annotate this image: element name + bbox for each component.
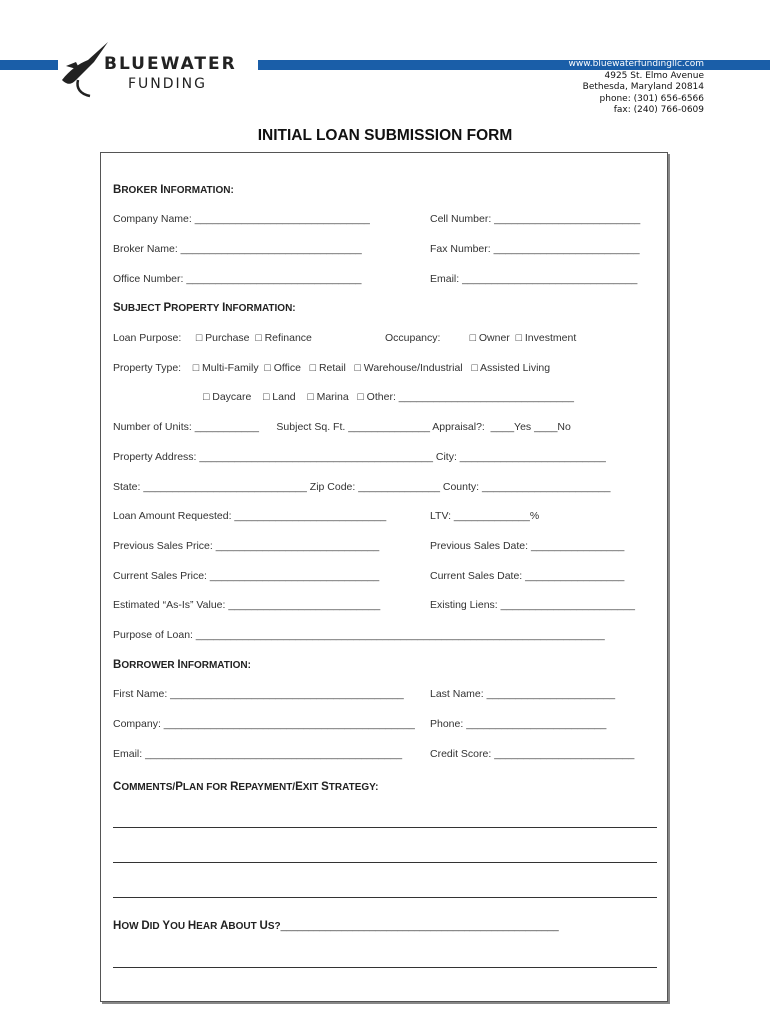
office-number-field[interactable]: Office Number: ______________________________ bbox=[113, 273, 362, 285]
header-band-left bbox=[0, 60, 58, 70]
state-zip-county-row[interactable]: State: ____________________________ Zip Code: ______________ County: ______________________ bbox=[113, 481, 611, 493]
as-is-value-field[interactable]: Estimated “As-Is” Value: __________________________ bbox=[113, 599, 381, 611]
loan-purpose-options[interactable]: Loan Purpose: □ Purchase □ Refinance bbox=[113, 332, 312, 344]
current-sales-date-field[interactable]: Current Sales Date: _________________ bbox=[430, 570, 625, 582]
credit-score-field[interactable]: Credit Score: ________________________ bbox=[430, 748, 635, 760]
cell-number-field[interactable]: Cell Number: _________________________ bbox=[430, 213, 641, 225]
broker-name-field[interactable]: Broker Name: _______________________________ bbox=[113, 243, 362, 255]
hear-about-us-heading: HOW DID YOU HEAR ABOUT US?__________________________________________________ bbox=[113, 920, 559, 932]
comments-line-1[interactable] bbox=[113, 827, 657, 828]
address-line-2: Bethesda, Maryland 20814 bbox=[582, 82, 704, 92]
comments-line-2[interactable] bbox=[113, 862, 657, 863]
property-type-options[interactable]: Property Type: □ Multi-Family □ Office □ Retail □ Warehouse/Industrial □ Assisted Living bbox=[113, 362, 551, 374]
borrower-phone-field[interactable]: Phone: ________________________ bbox=[430, 718, 607, 730]
comments-line-3[interactable] bbox=[113, 897, 657, 898]
current-sales-price-field[interactable]: Current Sales Price: _____________________________ bbox=[113, 570, 380, 582]
hear-about-us-line-2[interactable] bbox=[113, 967, 657, 968]
broker-email-field[interactable]: Email: ______________________________ bbox=[430, 273, 638, 285]
borrower-email-field[interactable]: Email: ____________________________________________ bbox=[113, 748, 403, 760]
property-address-row[interactable]: Property Address: ________________________________________ City: _________________________ bbox=[113, 451, 606, 463]
existing-liens-field[interactable]: Existing Liens: _______________________ bbox=[430, 599, 635, 611]
borrower-company-field[interactable]: Company: ___________________________________________ bbox=[113, 718, 415, 730]
hear-about-us-field[interactable]: __________________________________________________ bbox=[280, 921, 559, 932]
ltv-field[interactable]: LTV: _____________% bbox=[430, 510, 540, 522]
previous-sales-price-field[interactable]: Previous Sales Price: ____________________________ bbox=[113, 540, 380, 552]
first-name-field[interactable]: First Name: ________________________________________ bbox=[113, 688, 404, 700]
brand-name-top: BLUEWATER bbox=[100, 54, 241, 74]
broker-section-heading: BROKER INFORMATION: bbox=[113, 184, 234, 196]
property-section-heading: SUBJECT PROPERTY INFORMATION: bbox=[113, 302, 296, 314]
property-type-options-2[interactable]: □ Daycare □ Land □ Marina □ Other: ______________________________ bbox=[203, 391, 574, 403]
company-name-field[interactable]: Company Name: ______________________________ bbox=[113, 213, 370, 225]
last-name-field[interactable]: Last Name: ______________________ bbox=[430, 688, 616, 700]
address-line-1: 4925 St. Elmo Avenue bbox=[604, 70, 704, 81]
form-title: INITIAL LOAN SUBMISSION FORM bbox=[257, 127, 513, 144]
loan-amount-field[interactable]: Loan Amount Requested: __________________________ bbox=[113, 510, 387, 522]
purpose-of-loan-field[interactable]: Purpose of Loan: ______________________________________________________________________ bbox=[113, 629, 605, 641]
brand-name-bottom: FUNDING bbox=[128, 76, 208, 92]
website-url: www.bluewaterfundingllc.com bbox=[568, 59, 704, 69]
previous-sales-date-field[interactable]: Previous Sales Date: ________________ bbox=[430, 540, 625, 552]
fax-number-field[interactable]: Fax Number: _________________________ bbox=[430, 243, 640, 255]
units-sqft-appraisal-row[interactable]: Number of Units: ___________ Subject Sq. Ft. ______________ Appraisal?: ____Yes ____No bbox=[113, 421, 571, 433]
phone-number: phone: (301) 656-6566 bbox=[599, 93, 704, 104]
borrower-section-heading: BORROWER INFORMATION: bbox=[113, 659, 251, 671]
occupancy-options[interactable]: Occupancy: □ Owner □ Investment bbox=[385, 332, 577, 344]
fax-number: fax: (240) 766-0609 bbox=[613, 105, 704, 115]
contact-address bbox=[504, 59, 704, 117]
comments-section-heading: COMMENTS/PLAN FOR REPAYMENT/EXIT STRATEGY: bbox=[113, 781, 379, 793]
